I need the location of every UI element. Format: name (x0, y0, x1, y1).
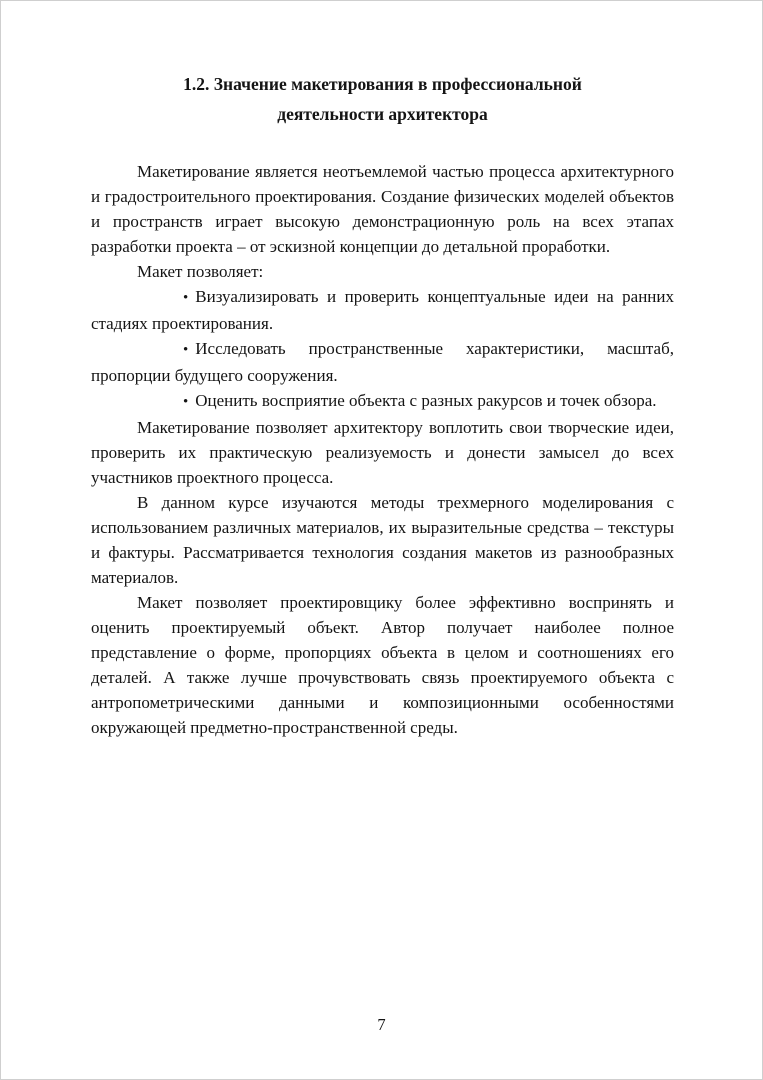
paragraph (91, 490, 674, 590)
paragraph-text: Макетирование является неотъемлемой частью процесса архитектурного и градостроительного проектирования. Создание физических моделей объектов и пространств играет высокую демонстрационную роль на всех этапах разработки проекта – от эскизной концепции до детальной проработки. (91, 162, 674, 256)
bullet-text: Оценить восприятие объекта с разных ракурсов и точек обзора. (195, 391, 657, 410)
paragraph (91, 415, 674, 490)
page-content (91, 69, 674, 740)
paragraph (91, 590, 674, 740)
section-heading-line2: деятельности архитектора (277, 104, 488, 124)
paragraph (91, 259, 674, 284)
body-text (91, 159, 674, 740)
paragraph-text: Макетирование позволяет архитектору воплотить свои творческие идеи, проверить их практическую реализуемость и донести замысел до всех участников проектного процесса. (91, 418, 674, 487)
bullet-item (91, 284, 674, 336)
bullet-text: Визуализировать и проверить концептуальные идеи на ранних стадиях проектирования. (91, 287, 674, 333)
paragraph (91, 159, 674, 259)
bullet-icon: • (183, 290, 189, 306)
bullet-icon: • (183, 394, 189, 410)
paragraph-text: Макет позволяет проектировщику более эффективно воспринять и оценить проектируемый объект. Автор получает наиболее полное представление о форме, пропорциях объекта в целом и соотношениях его деталей. А также лучше прочувствовать связь проектируемого объекта с антропометрическими данными и композиционными особенностями окружающей предметно-пространственной среды. (91, 593, 674, 737)
bullet-item (91, 388, 674, 415)
section-heading-line1: 1.2. Значение макетирования в профессиональной (183, 74, 582, 94)
section-heading (91, 69, 674, 129)
bullet-item (91, 336, 674, 388)
bullet-text: Исследовать пространственные характеристики, масштаб, пропорции будущего сооружения. (91, 339, 674, 385)
page-number: 7 (377, 1015, 386, 1034)
bullet-icon: • (183, 342, 189, 358)
paragraph-text: В данном курсе изучаются методы трехмерного моделирования с использованием различных материалов, их выразительные средства – текстуры и фактуры. Рассматривается технология создания макетов из разнообразных материалов. (91, 493, 674, 587)
paragraph-text: Макет позволяет: (137, 262, 264, 281)
